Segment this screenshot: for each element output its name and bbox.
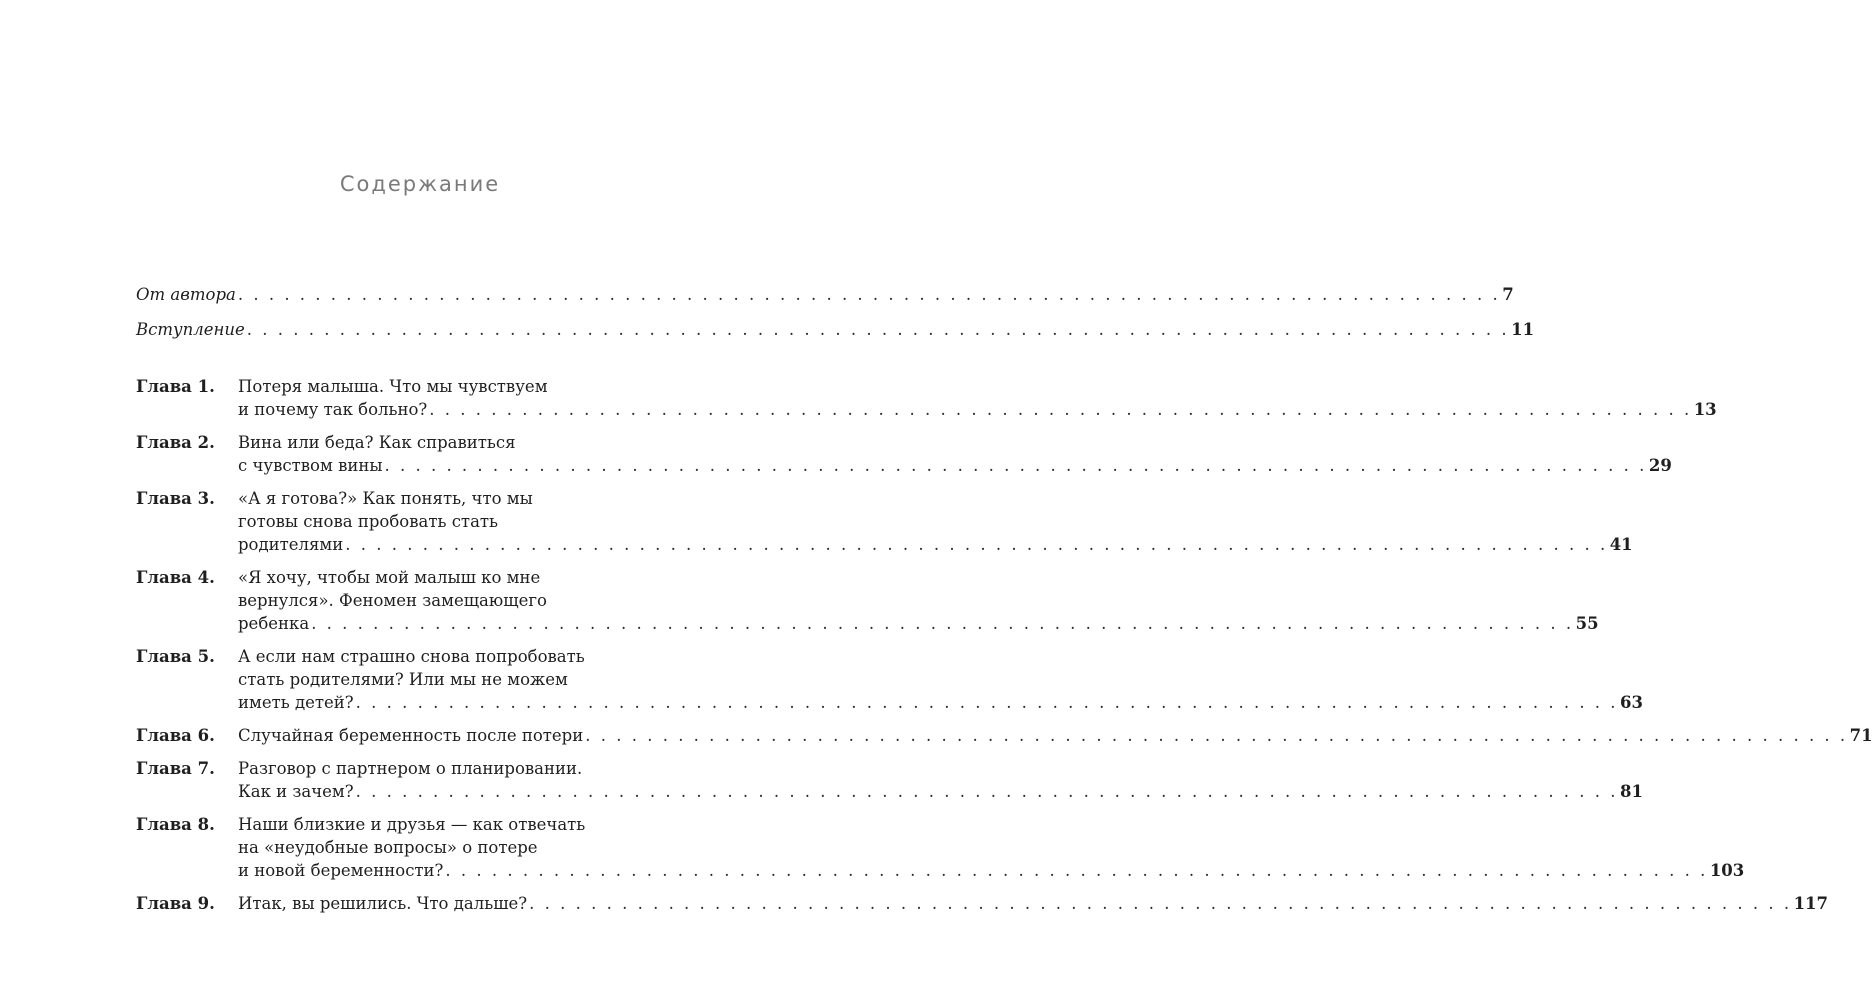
chapter-list [136,375,1873,915]
chapter-title-line: Наши близкие и друзья — как отвечать [238,815,586,834]
section-spacer [136,353,704,375]
page-number: 71 [1849,726,1873,745]
toc-entry-author[interactable] [136,283,1514,306]
page-title: Содержание [339,172,501,196]
dot-leader [429,398,1691,421]
dot-leader [238,283,1500,306]
chapter-label: Глава 2. [136,433,215,452]
chapter-title-line: иметь детей? [238,693,354,712]
chapter-title [238,645,1643,714]
page-number: 55 [1575,614,1599,633]
chapter-title-line: Вина или беда? Как справиться [238,433,516,452]
dot-leader [247,318,1509,341]
chapter-title [238,375,1717,421]
chapter-title-last-line [238,612,1599,635]
page-number: 13 [1693,400,1717,419]
dot-leader [445,859,1707,882]
table-of-contents [136,283,1873,925]
chapter-title [238,813,1744,882]
chapter-title-line: и почему так больно? [238,400,428,419]
chapter-title-last-line [238,691,1643,714]
chapter-title-line: «Я хочу, чтобы мой малыш ко мне [238,568,541,587]
chapter-title-line: родителями [238,535,344,554]
page-number: 117 [1793,894,1829,913]
chapter-label: Глава 9. [136,894,215,913]
chapter-label: Глава 8. [136,815,215,834]
chapter-title-line: «А я готова?» Как понять, что мы [238,489,533,508]
chapter-title-last-line [238,398,1717,421]
chapter-title [238,431,1672,477]
chapter-label: Глава 4. [136,568,215,587]
chapter-title [238,487,1633,556]
chapter-label: Глава 5. [136,647,215,666]
chapter-title-line: Итак, вы решились. Что дальше? [238,894,528,913]
chapter-title [238,892,1828,915]
toc-entry-chapter-1[interactable] [136,375,1717,421]
chapter-title-line: вернулся». Феномен замещающего [238,591,547,610]
page-number: 41 [1609,535,1633,554]
dot-leader [356,780,1618,803]
chapter-label: Глава 1. [136,377,215,396]
toc-entry-chapter-7[interactable] [136,757,1643,803]
chapter-title-line: с чувством вины [238,456,383,475]
chapter-title-line: стать родителями? Или мы не можем [238,670,568,689]
chapter-title-last-line [238,780,1643,803]
dot-leader [529,892,1791,915]
chapter-title-line: и новой беременности? [238,861,444,880]
chapter-title-line: А если нам страшно снова попробовать [238,647,585,666]
chapter-title [238,566,1599,635]
chapter-title-line: ребенка [238,614,310,633]
page-number: 81 [1620,782,1643,801]
dot-leader [311,612,1573,635]
page-number: 29 [1648,456,1672,475]
page-number: 11 [1511,320,1535,339]
toc-entry-chapter-6[interactable] [136,724,1873,747]
chapter-title-last-line [238,533,1633,556]
page-number: 63 [1620,693,1644,712]
chapter-label: Глава 7. [136,759,215,778]
chapter-title-line: Случайная беременность после потери [238,726,584,745]
chapter-title-line: Потеря малыша. Что мы чувствуем [238,377,548,396]
chapter-label: Глава 6. [136,726,215,745]
chapter-title [238,757,1643,803]
toc-entry-chapter-2[interactable] [136,431,1672,477]
dot-leader [345,533,1607,556]
chapter-title-line: на «неудобные вопросы» о потере [238,838,538,857]
chapter-title-line: Как и зачем? [238,782,354,801]
toc-entry-chapter-8[interactable] [136,813,1745,882]
toc-entry-label: От автора [136,285,236,304]
page-number: 103 [1709,861,1745,880]
toc-entry-label: Вступление [136,320,245,339]
dot-leader [356,691,1618,714]
toc-entry-chapter-3[interactable] [136,487,1633,556]
toc-entry-chapter-9[interactable] [136,892,1829,915]
chapter-title-last-line [238,454,1672,477]
chapter-title-last-line [238,724,1873,747]
dot-leader [585,724,1847,747]
chapter-title-line: Разговор с партнером о планировании. [238,759,583,778]
toc-entry-introduction[interactable] [136,318,1535,341]
chapter-label: Глава 3. [136,489,215,508]
page-number: 7 [1502,285,1514,304]
chapter-title-last-line [238,859,1744,882]
toc-entry-chapter-5[interactable] [136,645,1644,714]
chapter-title-last-line [238,892,1828,915]
toc-entry-chapter-4[interactable] [136,566,1599,635]
dot-leader [384,454,1646,477]
chapter-title-line: готовы снова пробовать стать [238,512,499,531]
chapter-title [238,724,1873,747]
